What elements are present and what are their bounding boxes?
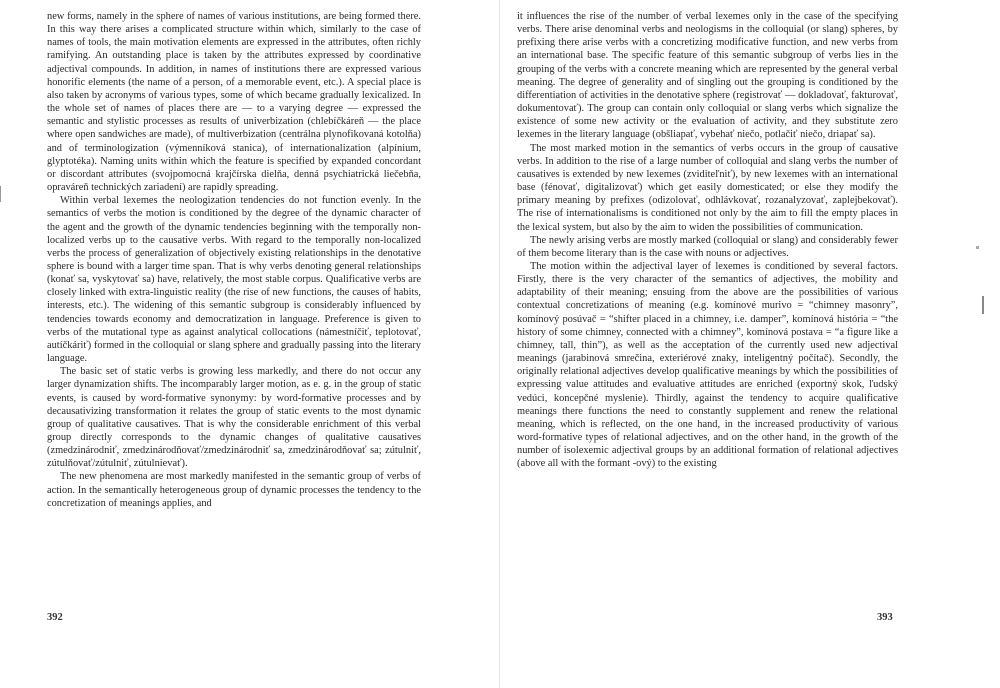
scan-mark <box>982 296 984 314</box>
paragraph: The basic set of static verbs is growing less markedly, and there do not occur any larger dynamization shifts. The incomparably larger motion, as e. g. in the group of static events, is caused by word-formative synonymy: by word-formative processes and by decausativizing transformation it relates the group of static events to the most dynamic group of qualitative causatives. That is why the considerable enrichment of this verbal group directly corresponds to the dynamic changes of qualitative causatives (zmedzinárodniť, zmedzinárodňovať/zmedzinárodniť sa, zmedzinárodňovať sa; zútulniť, zútulňovať/zútulniť, zútulnievať). <box>47 366 421 470</box>
right-page-body <box>517 10 898 470</box>
page-number: 392 <box>47 612 63 623</box>
paragraph: The motion within the adjectival layer of lexemes is conditioned by several factors. Firstly, there is the very character of the semantics of adjectives, the mobility and adaptability of their meaning; ensuing from the above are the possibilities of various contextual concretizations of meaning (e.g. komínové murivo = “chimney masonry”, komínový posúvač = “shifter placed in a chimney, i.e. damper”, komínová história = “the history of some chimney, connected with a chimney”, komínová postava = “a figure like a chimney, tall, thin”), as well as the acceptation of the currently used new adjectival meanings (jarabinová smrečina, exteriérové znaky, inteligentný počítač). Secondly, the originally relational adjectives develop qualificative meanings by which the possibilities of expressing value attitudes and evaluative attitudes are enriched (exportný skok, ľudský vedúci, koncepčné myslenie). Thirdly, against the tendency to acquire qualificative meanings there functions the need to constantly supplement and renew the relational meaning, which is reflected, on the one hand, in the increased productivity of various word-formative types of relational adjectives, and on the other hand, in the growth of the number of isolexemic adjectival groups by an additional formation of relational adjectives (above all with the formant -ový) to the existing <box>517 260 898 470</box>
left-page-body <box>47 10 421 510</box>
paragraph: The new phenomena are most markedly manifested in the semantic group of verbs of action. In the semantically heterogeneous group of dynamic processes the tendency to the concretization of meanings applies, and <box>47 471 421 509</box>
page-number: 393 <box>877 612 893 623</box>
scan-mark <box>976 246 979 249</box>
paragraph: new forms, namely in the sphere of names of various institutions, are being formed there. In this way there arises a complicated structure within which, similarly to the case of names of tools, the main motivation elements are expressed in the attributes, often richly ramifying. An outstanding place is taken by the attributes expressed by coordinative adjectival compounds. In addition, in names of institutions there are expressed various honorific elements (the name of a person, of a memorable event, etc.). A special place is also taken by acronyms of various types, some of which became gradually lexicalized. In the whole set of names of places there are — to a varying degree — expressed the semantic and stylistic processes as results of univerbization (chlebíčkáreň — the place where open sandwiches are made), of multiverbization (centrálna plynofikovaná kotolňa) and of terminologization (výmenníková stanica), of internationalization (alpínium, glyptotéka). Naming units within which the feature is specified by expanded concordant or discordant attributes (svojpomocná krajčírska dielňa, denná psychiatrická liečebňa, opraváreň technických zariadení) are rapidly spreading. <box>47 11 421 194</box>
right-page <box>500 0 1000 688</box>
paragraph: it influences the rise of the number of verbal lexemes only in the case of the specifying verbs. There arise denominal verbs and neologisms in the colloquial (or slang) spheres, by prefixing there arise verbs with a concretizing modificative function, and new verbs from an international base. The specific feature of this semantic subgroup of verbs lies in the grouping of the verbs with a concrete meaning which are represented by the general verbal meaning. The degree of generality and of singling out the grouping is conditioned by the differentiation of activities in the denotative sphere (registrovať — dokladovať, fakturovať, dokumentovať). The group can contain only colloquial or slang verbs which signalize the existence of some new activity or the evaluation of activity, and they substitute zero lexemes in the literary language (obšliapať, vybehať niečo, potlačiť niečo, driapať sa). <box>517 11 898 141</box>
paragraph: Within verbal lexemes the neologization tendencies do not function evenly. In the semantics of verbs the motion is conditioned by the degree of the dynamic character of the agent and the growth of the dynamic tendencies beginning with the temporally non-localized verbs up to the causative verbs. With regard to the temporally non-localized verbs the process of generalization of objectively existing relationships in the denotative sphere is bound with a larger time span. That is why verbs denoting general relationships (konať sa, vyskytovať sa) have, relatively, the most stable corpus. Qualificative verbs are closely linked with extra-linguistic reality (the rise of new functions, the causes of habits, interests, etc.). The widening of this semantic subgroup is considerably influenced by tendencies towards economy and democratization in language. Preference is given to verbs of the mutational type as against analytical collocations (námestníčiť, teplotovať, autíčkáriť) formed in the colloquial or slang sphere and gradually passing into the literary language. <box>47 195 421 365</box>
scan-mark <box>0 186 1 202</box>
paragraph: The newly arising verbs are mostly marked (colloquial or slang) and considerably fewer of them become literary than is the case with nouns or adjectives. <box>517 234 898 259</box>
paragraph: The most marked motion in the semantics of verbs occurs in the group of causative verbs. In addition to the rise of a large number of colloquial and slang verbs the number of causatives is extended by new lexemes (zviditeľniť), by new lexemes with an international base (fénovať, digitalizovať) which get easily domesticated; or else they modify the primary meaning by prefixes (odizolovať, odhlávkovať, rozanalyzovať, zaplejbekovať). The rise of internationalisms is conditioned not only by the aim to fill the empty places in the lexical system, but also by the aim to widen the possibilities of communication. <box>517 142 898 233</box>
